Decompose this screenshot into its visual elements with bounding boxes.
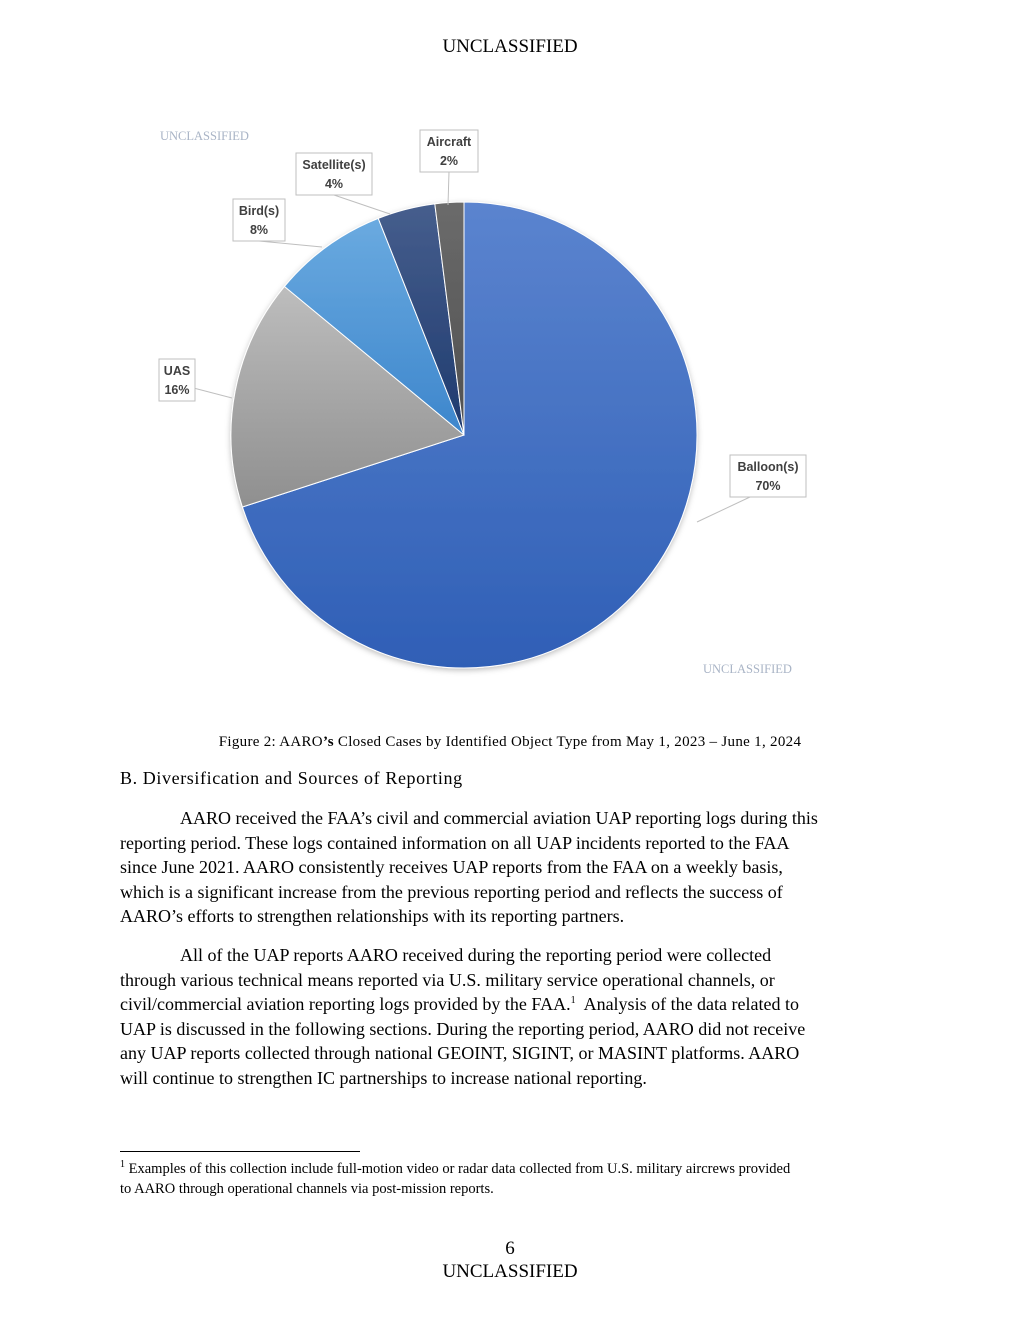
classification-header: UNCLASSIFIED xyxy=(442,36,578,57)
paragraph-line: AARO’s efforts to strengthen relationships with its reporting partners. xyxy=(120,906,625,927)
data-label-category: Aircraft xyxy=(426,135,472,149)
data-label-category: Balloon(s) xyxy=(737,460,799,474)
leader-line xyxy=(334,195,390,214)
data-label-category: Satellite(s) xyxy=(302,158,366,172)
paragraph-line: any UAP reports collected through national GEOINT, SIGINT, or MASINT platforms. AARO xyxy=(120,1043,800,1064)
paragraph-line: All of the UAP reports AARO received during the reporting period were collected xyxy=(180,945,772,965)
paragraph-line: through various technical means reported via U.S. military service operational channels, or xyxy=(120,969,775,990)
data-label-percent: 4% xyxy=(324,177,344,191)
section-heading: B. Diversification and Sources of Reporting xyxy=(120,768,463,788)
paragraph-line: since June 2021. AARO consistently receives UAP reports from the FAA on a weekly basis, xyxy=(120,857,783,878)
chart-watermark-bottom: UNCLASSIFIED xyxy=(703,662,792,676)
footnote-marker: 1 xyxy=(120,1159,125,1171)
leader-line xyxy=(259,241,322,247)
data-label-percent: 70% xyxy=(755,479,781,493)
leader-line xyxy=(697,497,750,522)
figure-caption: Figure 2: AARO’s Closed Cases by Identified Object Type from May 1, 2023 – June 1, 2024 xyxy=(218,734,802,750)
data-label-percent: 2% xyxy=(439,154,459,168)
leader-line xyxy=(448,172,449,205)
data-label-percent: 16% xyxy=(164,383,190,397)
footnote: $^1$ Examples of this collection include full-motion video or radar data collected from U.S. military aircrews provided to AARO through operational channels via post-mission reports. xyxy=(120,1159,791,1197)
paragraph-2 xyxy=(120,943,910,1091)
paragraph-line: civil/commercial aviation reporting logs provided by the FAA.$^1$ Analysis of the data related to xyxy=(120,994,799,1015)
chart-watermark-top: UNCLASSIFIED xyxy=(160,129,249,143)
classification-footer: UNCLASSIFIED xyxy=(442,1261,578,1282)
paragraph-line: will continue to strengthen IC partnerships to increase national reporting. xyxy=(120,1067,647,1088)
paragraph-line: UAP is discussed in the following sections. During the reporting period, AARO did not receive xyxy=(120,1018,806,1039)
footnote-divider xyxy=(120,1151,360,1152)
paragraph-line: which is a significant increase from the previous reporting period and reflects the success of xyxy=(120,881,783,902)
leader-line xyxy=(195,388,232,398)
paragraph-1 xyxy=(120,806,910,929)
data-label-percent: 8% xyxy=(249,223,269,237)
data-label-category: UAS xyxy=(163,364,191,378)
paragraph-line: AARO received the FAA’s civil and commercial aviation UAP reporting logs during this xyxy=(180,808,818,828)
data-label-category: Bird(s) xyxy=(238,204,280,218)
paragraph-line: reporting period. These logs contained information on all UAP incidents reported to the FAA xyxy=(120,832,790,853)
footnote-reference[interactable]: 1 xyxy=(570,995,576,1007)
page-number: 6 xyxy=(505,1238,515,1259)
